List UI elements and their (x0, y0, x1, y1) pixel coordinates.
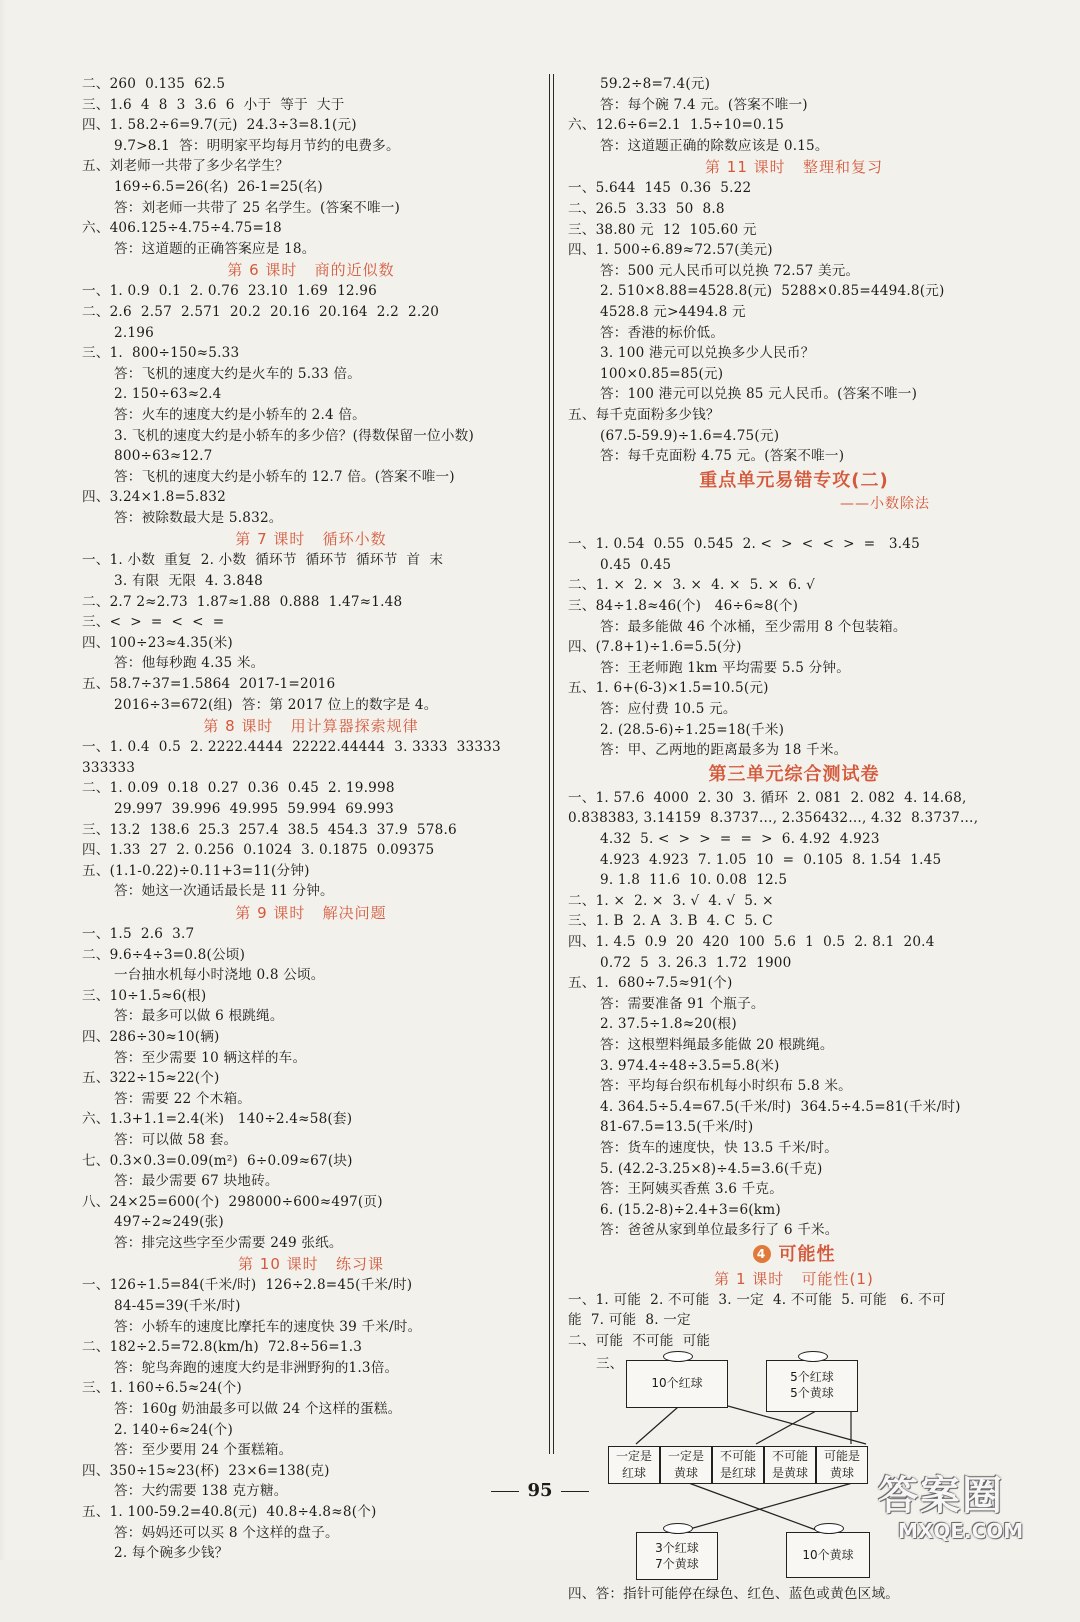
answer-line: 6. (15.2-8)÷2.4+3=6(km) (600, 1201, 781, 1218)
answer-line: 五、322÷15≈22(个) (82, 1070, 220, 1087)
answer-line: 2. 每个碗多少钱？ (114, 1545, 229, 1562)
answer-line: 四、286÷30≈10(辆) (82, 1028, 220, 1045)
answer-line: 五、1. 6+(6-3)×1.5=10.5(元) (568, 680, 769, 697)
answer-line: 四、1.33 27 2. 0.256 0.1024 3. 0.1875 0.09375 (82, 842, 435, 859)
answer-line: 答：妈妈还可以买 8 个这样的盘子。 (114, 1524, 339, 1541)
answer-line: 答：香港的标价低。 (600, 324, 725, 341)
answer-line: 五、刘老师一共带了多少名学生？ (82, 158, 289, 175)
answer-line: 3. 100 港元可以兑换多少人民币？ (600, 345, 815, 362)
answer-line: 一、1. 0.54 0.55 0.545 2. < > < < > = 3.45 (568, 536, 920, 553)
answer-line: 2. 150÷63≈2.4 (114, 386, 222, 403)
watermark-logo (878, 1464, 1068, 1554)
box-opening-icon (814, 1523, 844, 1534)
answer-line: 三、84÷1.8≈46(个) 46÷6≈8(个) (568, 598, 799, 615)
diagram-label: 三、 (596, 1355, 624, 1372)
answer-line: 5. (42.2-3.25×8)÷4.5=3.6(千克) (600, 1160, 823, 1177)
answer-line: 800÷63≈12.7 (114, 448, 213, 465)
answer-line: 二、可能 不可能 可能 (568, 1333, 711, 1350)
answer-line: 一台抽水机每小时浇地 0.8 公顷。 (114, 967, 325, 984)
answer-line: 四、350÷15≈23(杯) 23×6=138(克) (82, 1462, 330, 1479)
box-label: 10个黄球 (802, 1547, 854, 1562)
ball-box (626, 1360, 728, 1408)
answer-line: 二、2.7 2≈2.73 1.87≈1.88 0.888 1.47≈1.48 (82, 593, 403, 610)
box-label: 3个红球 7个黄球 (655, 1540, 699, 1571)
section-heading: 第 10 课时 练习课 (238, 1255, 384, 1274)
answer-cell (608, 1446, 660, 1484)
answer-line: 答：至少要用 24 个蛋糕箱。 (114, 1442, 293, 1459)
answer-line: 答：100 港元可以兑换 85 元人民币。(答案不唯一) (600, 386, 918, 403)
answer-line: 答：爸爸从家到单位最多行了 6 千米。 (600, 1222, 839, 1239)
answer-line: 4528.8 元>4494.8 元 (600, 303, 746, 320)
section-subtitle: ——小数除法 (840, 495, 930, 512)
section-heading: 第 6 课时 商的近似数 (227, 261, 395, 280)
answer-line: 答：鸵鸟奔跑的速度大约是非洲野狗的1.3倍。 (114, 1359, 399, 1376)
answer-line: 答：需要 22 个木箱。 (114, 1090, 252, 1107)
watermark-url: MXQE.COM (898, 1519, 1024, 1543)
cell-label: 不可能 是黄球 (771, 1448, 808, 1480)
unit-title: 可能性 (778, 1243, 836, 1265)
answer-line: 答：平均每台织布机每小时织布 5.8 米。 (600, 1078, 852, 1095)
answer-line: 0.45 0.45 (600, 556, 672, 573)
answer-line: 二、9.6÷4÷3=0.8(公顷) (82, 946, 246, 963)
unit-section-title: 重点单元易错专攻(二) (699, 469, 889, 491)
cell-label: 可能是 黄球 (823, 1448, 860, 1480)
section-heading: 第 9 课时 解决问题 (235, 903, 387, 922)
answer-line: 答：飞机的速度大约是火车的 5.33 倍。 (114, 365, 362, 382)
answer-line: 0.72 5 3. 26.3 1.72 1900 (600, 954, 792, 971)
answer-line: 四、100÷23≈4.35(米) (82, 634, 233, 651)
cell-label: 一定是 红球 (615, 1448, 652, 1480)
answer-line: 一、1. 0.4 0.5 2. 2222.4444 22222.44444 3. 3333 33333 (82, 739, 501, 756)
answer-line: 二、1. × 2. × 3. √ 4. √ 5. × (568, 892, 774, 909)
answer-line: 六、1.3+1.1=2.4(米) 140÷2.4≈58(套) (82, 1111, 353, 1128)
answer-line: 3. 飞机的速度大约是小轿车的多少倍？(得数保留一位小数) (114, 427, 474, 444)
answer-line: 答：最多可以做 6 根跳绳。 (114, 1008, 284, 1025)
answer-line: 答：货车的速度快，快 13.5 千米/时。 (600, 1139, 839, 1156)
answer-line: 333333 (82, 759, 136, 776)
answer-line: 2.196 (114, 324, 154, 341)
answer-line: 六、12.6÷6=2.1 1.5÷10=0.15 (568, 117, 785, 134)
answer-line: 答：最少需要 67 块地砖。 (114, 1173, 279, 1190)
answer-line: 答：最多能做 46 个冰桶，至少需用 8 个包装箱。 (600, 618, 907, 635)
answer-line: 四、(7.8+1)÷1.6=5.5(分) (568, 639, 742, 656)
answer-line: 答：160g 奶油最多可以做 24 个这样的蛋糕。 (114, 1401, 402, 1418)
answer-line: 答：这道题正确的除数应该是 0.15。 (600, 137, 829, 154)
answer-line: 9.7>8.1 答：明明家平均每月节约的电费多。 (114, 137, 400, 154)
answer-line: 答：火车的速度大约是小轿车的 2.4 倍。 (114, 406, 366, 423)
cell-label: 不可能 是红球 (719, 1448, 756, 1480)
answer-line: 169÷6.5=26(名) 26-1=25(名) (114, 178, 323, 195)
answer-line: 答：需要准备 91 个瓶子。 (600, 995, 765, 1012)
answer-line: 一、126÷1.5=84(千米/时) 126÷2.8=45(千米/时) (82, 1277, 413, 1294)
section-heading: 第 1 课时 可能性(1) (714, 1269, 874, 1288)
section-heading: 第 11 课时 整理和复习 (705, 158, 883, 177)
answer-line: 六、406.125÷4.75÷4.75=18 (82, 220, 282, 237)
answer-line: 81-67.5=13.5(千米/时) (600, 1119, 754, 1136)
answer-line: 一、1. 0.9 0.1 2. 0.76 23.10 1.69 12.96 (82, 283, 377, 300)
answer-line: 三、1. B 2. A 3. B 4. C 5. C (568, 913, 773, 930)
answer-line: 84-45=39(千米/时) (114, 1298, 241, 1315)
answer-line: 二、260 0.135 62.5 (82, 76, 226, 92)
box-label: 5个红球 5个黄球 (790, 1369, 834, 1400)
answer-line: 答：小轿车的速度比摩托车的速度快 39 千米/时。 (114, 1318, 422, 1335)
page-number-text: 95 (527, 1480, 553, 1501)
answer-line: 三、< > = < < = (82, 614, 225, 631)
section-heading: 第 8 课时 用计算器探索规律 (203, 717, 419, 736)
answer-line: 四、1. 500÷6.89≈72.57(美元) (568, 242, 773, 259)
answer-line: 59.2÷8=7.4(元) (600, 76, 711, 92)
box-opening-icon (663, 1351, 693, 1362)
answer-line: 三、1. 800÷150≈5.33 (82, 345, 240, 362)
answer-line: 答：飞机的速度大约是小轿车的 12.7 倍。(答案不唯一) (114, 468, 455, 485)
answer-line: 答：排完这些字至少需要 249 张纸。 (114, 1234, 343, 1251)
box-opening-icon (798, 1351, 828, 1362)
answer-line: 三、10÷1.5≈6(根) (82, 987, 207, 1004)
ball-box (636, 1532, 718, 1580)
answer-line: 497÷2≈249(张) (114, 1214, 224, 1231)
answer-line: 五、58.7÷37=1.5864 2017-1=2016 (82, 676, 336, 693)
answer-cell (764, 1446, 816, 1484)
unit-section-title: 第三单元综合测试卷 (708, 763, 880, 785)
answer-line: 2. 37.5÷1.8≈20(根) (600, 1016, 737, 1033)
answer-line: 五、每千克面粉多少钱？ (568, 406, 720, 423)
answer-line: 一、5.644 145 0.36 5.22 (568, 180, 752, 197)
answer-line: 100×0.85=85(元) (600, 365, 724, 382)
answer-line: 五、(1.1-0.22)÷0.11+3=11(分钟) (82, 862, 310, 879)
answer-line: 答：被除数最大是 5.832。 (114, 509, 283, 526)
answer-line: 七、0.3×0.3=0.09(m²) 6÷0.09≈67(块) (82, 1152, 353, 1169)
answer-line: 答：应付费 10.5 元。 (600, 701, 737, 718)
answer-line: 4. 364.5÷5.4=67.5(千米/时) 364.5÷4.5=81(千米/时) (600, 1098, 961, 1115)
answer-line: 答：他每秒跑 4.35 米。 (114, 655, 265, 672)
answer-line: 29.997 39.996 49.995 59.994 69.993 (114, 801, 394, 817)
answer-line: 二、2.6 2.57 2.571 20.2 20.16 20.164 2.2 2.20 (82, 303, 440, 320)
answer-line: 2. (28.5-6)÷1.25=18(千米) (600, 721, 785, 738)
answer-line: 9. 1.8 11.6 10. 0.08 12.5 (600, 872, 788, 889)
answer-line: 一、1.5 2.6 3.7 (82, 925, 195, 942)
unit-number-badge: 4 (753, 1245, 771, 1263)
answer-line: 三、38.80 元 12 105.60 元 (568, 221, 757, 238)
answer-line: 一、1. 小数 重复 2. 小数 循环节 循环节 循环节 首 末 (82, 552, 444, 569)
answer-line: 二、1. 0.09 0.18 0.27 0.36 0.45 2. 19.998 (82, 780, 395, 797)
answer-line: 答：王阿姨买香蕉 3.6 千克。 (600, 1181, 783, 1198)
answer-line: 四、3.24×1.8=5.832 (82, 489, 226, 506)
answer-line: 答：每千克面粉 4.75 元。(答案不唯一) (600, 448, 845, 465)
answer-line: 四、答：指针可能停在绿色、红色、蓝色或黄色区域。 (568, 1585, 900, 1602)
answer-line: 八、24×25=600(个) 298000÷600≈497(页) (82, 1193, 383, 1210)
answer-line: 二、1. × 2. × 3. × 4. × 5. × 6. √ (568, 577, 815, 594)
answer-line: 0.838383, 3.14159 8.3737…, 2.356432…, 4.32 8.3737…, (568, 810, 979, 827)
answer-line: 答：她这一次通话最长是 11 分钟。 (114, 883, 334, 900)
answer-line: 四、1. 58.2÷6=9.7(元) 24.3÷3=8.1(元) (82, 117, 357, 134)
unit-heading (568, 1241, 1020, 1268)
answer-line: 四、1. 4.5 0.9 20 420 100 5.6 1 0.5 2. 8.1 20.4 (568, 933, 935, 950)
answer-line: 五、1. 100-59.2=40.8(元) 40.8÷4.8≈8(个) (82, 1504, 377, 1520)
answer-line (568, 514, 1020, 535)
answer-line: 答：可以做 58 套。 (114, 1131, 238, 1148)
answer-line: 答：这根塑料绳最多能做 20 根跳绳。 (600, 1036, 834, 1053)
ball-box (786, 1532, 870, 1578)
box-label: 10个红球 (651, 1375, 703, 1390)
answer-line: 答：甲、乙两地的距离最多为 18 千米。 (600, 742, 848, 759)
answer-line: 3. 974.4÷48÷3.5=5.8(米) (600, 1057, 780, 1074)
answer-line: 三、13.2 138.6 25.3 257.4 38.5 454.3 37.9 578.6 (82, 821, 457, 838)
answer-line: 答：王老师跑 1km 平均需要 5.5 分钟。 (600, 659, 850, 676)
answer-line: 三、1.6 4 8 3 3.6 6 小于 等于 大于 (82, 96, 345, 113)
answer-cell (816, 1446, 868, 1484)
answer-line: 答：500 元人民币可以兑换 72.57 美元。 (600, 262, 860, 279)
answer-line: 4.923 4.923 7. 1.05 10 = 0.105 8. 1.54 1.45 (600, 851, 942, 868)
answer-line: 2. 510×8.88=4528.8(元) 5288×0.85=4494.8(元) (600, 283, 945, 300)
answer-line: 能 7. 可能 8. 一定 (568, 1312, 691, 1329)
cell-label: 一定是 黄球 (667, 1448, 704, 1480)
answer-line: 答：大约需要 138 克方糖。 (114, 1483, 288, 1500)
answer-line: 二、182÷2.5=72.8(km/h) 72.8÷56=1.3 (82, 1339, 363, 1356)
left-column (82, 74, 540, 1562)
answer-line: 2. 140÷6≈24(个) (114, 1421, 233, 1438)
section-heading: 第 7 课时 循环小数 (235, 530, 387, 549)
watermark-text: 答案圈 (878, 1473, 1004, 1519)
answer-cell (660, 1446, 712, 1484)
answer-line: 二、26.5 3.33 50 8.8 (568, 200, 725, 217)
answer-line: 答：刘老师一共带了 25 名学生。(答案不唯一) (114, 199, 401, 216)
column-divider (549, 74, 554, 1454)
answer-cell (712, 1446, 764, 1484)
answer-line: 2016÷3=672(组) 答：第 2017 位上的数字是 4。 (114, 696, 438, 713)
answer-line: 4.32 5. < > > = = > 6. 4.92 4.923 (600, 831, 880, 847)
answer-line: 一、1. 57.6 4000 2. 30 3. 循环 2. 081 2. 082 4. 14.68, (568, 789, 967, 806)
answer-line: (67.5-59.9)÷1.6=4.75(元) (600, 427, 780, 444)
answer-line: 一、1. 可能 2. 不可能 3. 一定 4. 不可能 5. 可能 6. 不可 (568, 1291, 946, 1308)
answer-line: 答：每个碗 7.4 元。(答案不唯一) (600, 96, 808, 113)
answer-line: 3. 有限 无限 4. 3.848 (114, 573, 263, 590)
answer-line: 答：至少需要 10 辆这样的车。 (114, 1049, 307, 1066)
ball-box (766, 1360, 858, 1412)
answer-line: 三、1. 160÷6.5≈24(个) (82, 1380, 242, 1397)
answer-line: 五、1. 680÷7.5≈91(个) (568, 975, 733, 992)
answer-line: 答：这道题的正确答案应是 18。 (114, 240, 316, 257)
box-opening-icon (663, 1523, 693, 1534)
